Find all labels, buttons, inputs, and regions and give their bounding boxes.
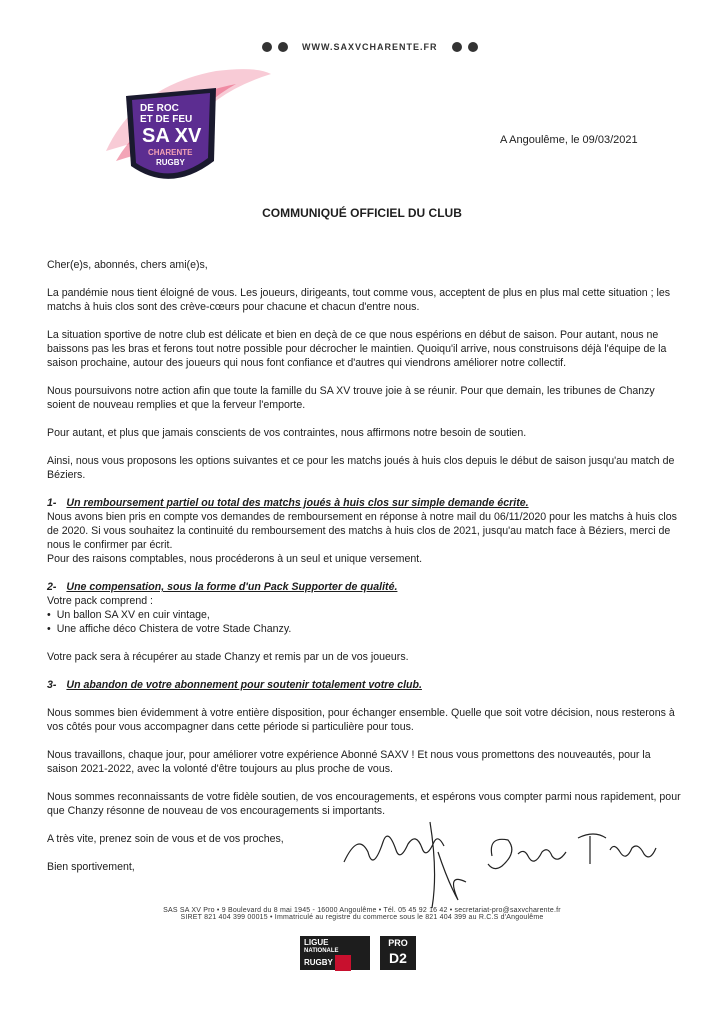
lnr-emblem-icon (335, 955, 351, 971)
prod2-line1: PRO (388, 938, 408, 948)
greeting: Cher(e)s, abonnés, chers ami(e)s, (47, 259, 208, 271)
logo-line5: RUGBY (156, 158, 185, 167)
footer-address: SAS SA XV Pro • 9 Boulevard du 8 mai 1945 - 16000 Angoulême • Tél. 05 45 92 16 42 • secretariat-pro@saxvcharente.fr (163, 907, 561, 914)
closing-4: A très vite, prenez soin de vous et de vos proches, (47, 833, 284, 845)
section-1-heading (47, 496, 683, 510)
closing-2: Nous travaillons, chaque jour, pour améliorer votre expérience Abonné SAXV ! Et nous vous promettons des nouveautés, pour la saison 2021-2022, avec la volonté d'être toujours au plus proche de vous. (47, 749, 651, 775)
paragraph-4: Pour autant, et plus que jamais conscients de vos contraintes, nous affirmons notre besoin de soutien. (47, 427, 527, 439)
lnr-line1: LIGUE (304, 938, 329, 947)
logo-line1: DE ROC (140, 103, 179, 114)
closing-1: Nous sommes bien évidemment à votre entière disposition, pour échanger ensemble. Quelle que soit votre décision, nous resterons à vos côtés pour vous accompagner dans cette période si particulière pour tous. (47, 707, 675, 733)
facebook-icon[interactable] (262, 42, 272, 52)
section-1-title: Un remboursement partiel ou total des matchs joués à huis clos sur simple demande écrite. (66, 497, 529, 509)
section-2-intro: Votre pack comprend : (47, 595, 153, 607)
prod2-logo (380, 936, 416, 970)
linkedin-icon[interactable] (468, 42, 478, 52)
footer-logos (300, 936, 416, 970)
paragraph-1: La pandémie nous tient éloigné de vous. Les joueurs, dirigeants, tout comme vous, acceptent de plus en plus mal cette situation ; les matchs à huis clos sont des crève-cœurs pour chacune et chacun d'entre nous. (47, 287, 671, 313)
lnr-line3-text: RUGBY (304, 958, 333, 968)
signature-graphic (338, 812, 668, 912)
lnr-logo (300, 936, 370, 970)
lnr-line2: NATIONALE (304, 948, 339, 954)
section-2-title: Une compensation, sous la forme d'un Pack Supporter de qualité. (66, 581, 398, 593)
instagram-icon[interactable] (278, 42, 288, 52)
list-item: • Une affiche déco Chistera de votre Stade Chanzy. (47, 622, 683, 636)
prod2-line2: D2 (389, 950, 407, 966)
section-2-heading (47, 580, 683, 594)
closing-3: Nous sommes reconnaissants de votre fidèle soutien, de vos encouragements, et espérons vous compter parmi nous rapidement, pour que Chanzy résonne de nouveau de vos encouragements si importants. (47, 791, 681, 817)
paragraph-5: Ainsi, nous vous proposons les options suivantes et ce pour les matchs joués à huis clos depuis le début de saison jusqu'au match de Béziers. (47, 455, 675, 481)
section-3-title: Un abandon de votre abonnement pour soutenir totalement votre club. (66, 679, 422, 691)
signature (338, 812, 668, 912)
paragraph-3: Nous poursuivons notre action afin que toute la famille du SA XV trouve joie à se réunir. Pour que demain, les tribunes de Chanzy soient de nouveau remplies et que la ferveur l'emporte. (47, 385, 655, 411)
footer (0, 907, 724, 921)
logo-line3: SA XV (142, 125, 202, 147)
section-2-number: 2- (47, 581, 57, 593)
date-line: A Angoulême, le 09/03/2021 (500, 134, 638, 146)
logo-line4: CHARENTE (148, 148, 193, 157)
list-item: • Un ballon SA XV en cuir vintage, (47, 608, 683, 622)
section-2-after: Votre pack sera à récupérer au stade Chanzy et remis par un de vos joueurs. (47, 651, 409, 663)
lnr-line3 (304, 955, 366, 971)
section-2 (47, 580, 683, 636)
twitter-icon[interactable] (452, 42, 462, 52)
closing-5: Bien sportivement, (47, 861, 135, 873)
website-url[interactable]: WWW.SAXVCHARENTE.FR (302, 42, 438, 52)
section-3 (47, 678, 683, 692)
logo-line2: ET DE FEU (140, 114, 193, 125)
letter-body (47, 258, 683, 888)
footer-registry: SIRET 821 404 399 00015 • Immatriculé au registre du commerce sous le 821 404 399 au R.C.S d'Angoulême (180, 914, 544, 921)
section-3-number: 3- (47, 679, 57, 691)
club-logo-graphic (96, 66, 276, 196)
section-1-text-1: Nous avons bien pris en compte vos demandes de remboursement en réponse à notre mail du 06/11/2020 pour les matchs à huis clos de 2020. Si vous souhaitez la continuité du remboursement des matchs à huis clos de 2021, jusqu'au match face à Béziers, merci de nous le confirmer par écrit. (47, 511, 677, 551)
section-1-text-2: Pour des raisons comptables, nous procéderons à un seul et unique versement. (47, 553, 423, 565)
pack-list (47, 608, 683, 636)
section-1 (47, 496, 683, 566)
section-1-number: 1- (47, 497, 57, 509)
paragraph-2: La situation sportive de notre club est délicate et bien en deçà de ce que nous espérions en début de saison. Pour autant, nous ne baissons pas les bras et ferons tout notre possible pour décrocher le maintien. Quoiqu'il arrive, nous construisons déjà l'équipe de la saison prochaine, autour des joueurs qui nous font confiance et d'autres qui viendrons améliorer notre collectif. (47, 329, 667, 369)
page-title: COMMUNIQUÉ OFFICIEL DU CLUB (262, 206, 462, 220)
club-logo (96, 66, 276, 196)
header-bar (262, 42, 478, 52)
